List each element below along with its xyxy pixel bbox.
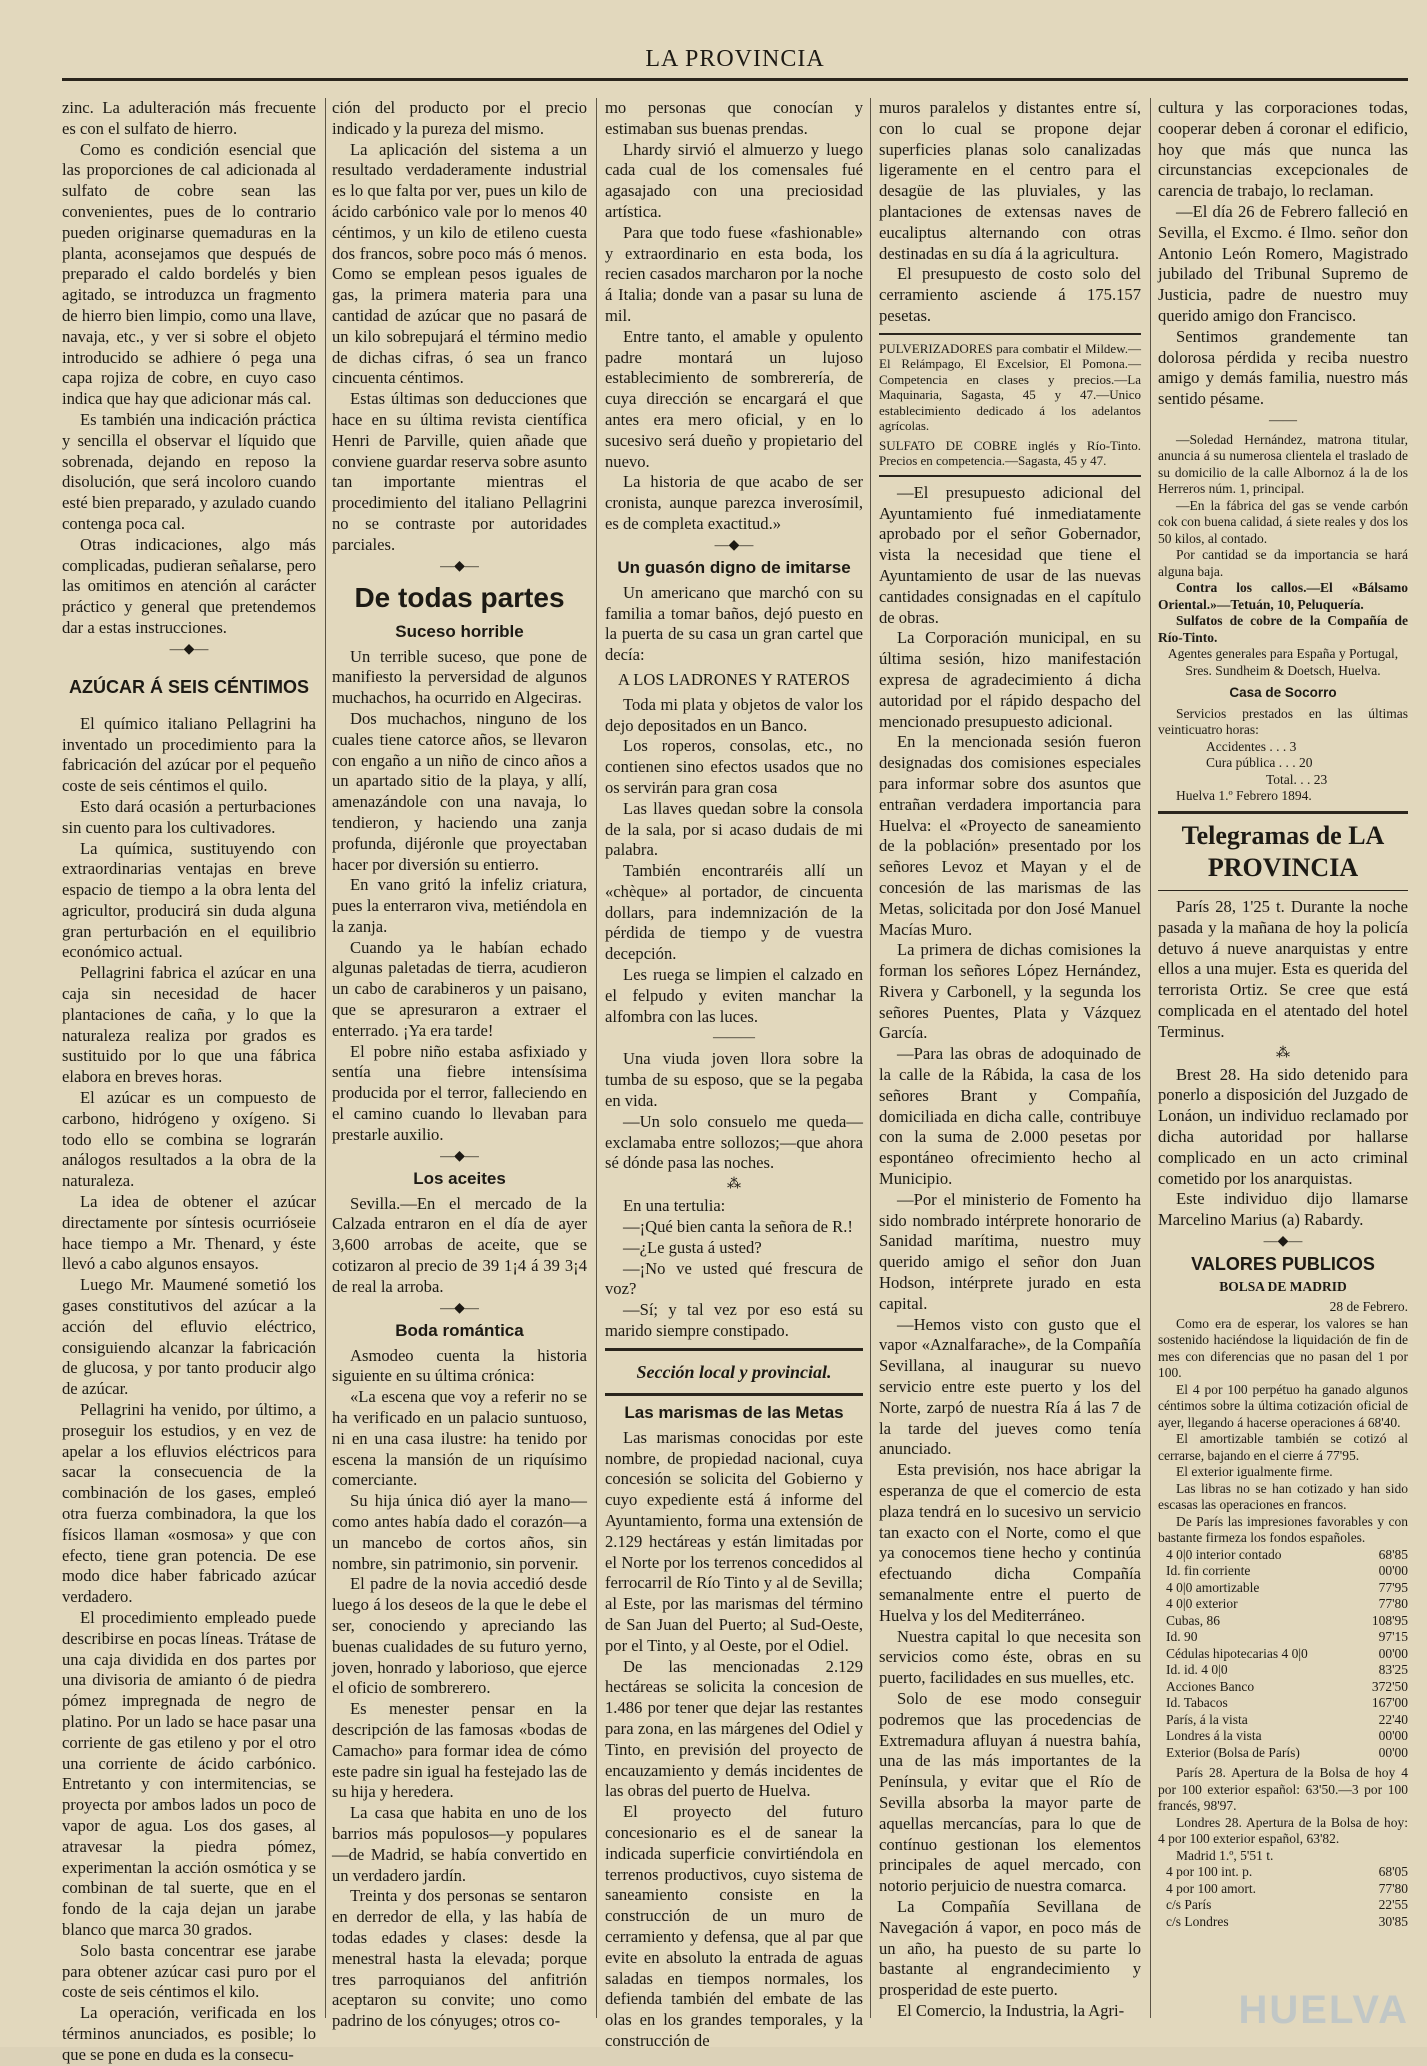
dateline: Huelva 1.º Febrero 1894. xyxy=(1176,788,1312,804)
stat-line: Cura pública . . . 20 xyxy=(1206,755,1313,771)
masthead xyxy=(62,40,1408,86)
quote-label: 4 0|0 amortizable xyxy=(1166,1579,1260,1595)
paragraph: Esto dará ocasión a perturbaciones sin cuento para los cultivadores. xyxy=(62,796,316,837)
paragraph: —Por el ministerio de Fomento ha sido nombrado intérprete honorario de Sanidad marítima, nuestro muy querido amigo el señor don Juan Hodson, intérprete jurado en esta capital. xyxy=(879,1189,1141,1313)
paragraph: muros paralelos y distantes entre sí, con lo cual se propone dejar superficies planas solo canalizadas ligeramente en el centro para el desagüe de las pluviales, y las plantaciones de extensas naves de eucaliptus alternando con otras destinadas en su día á la agricultura. xyxy=(879,98,1141,263)
paragraph: Brest 28. Ha sido detenido para ponerlo a disposición del Juzgado de Lonáon, un individuo reclamado por dicha autoridad por hallarse complicado en un acto criminal cometido por los anarquistas. xyxy=(1158,1064,1408,1188)
paragraph: Les ruega se limpien el calzado en el felpudo y eviten manchar la alfombra con las luces. xyxy=(605,965,863,1026)
section-rule xyxy=(879,475,1141,477)
paragraph: Londres 28. Apertura de la Bolsa de hoy: 4 por 100 exterior español, 63'82. xyxy=(1158,1814,1408,1847)
subheadline: BOLSA DE MADRID xyxy=(1219,1278,1347,1294)
paragraph: Asmodeo cuenta la historia siguiente en su última crónica: xyxy=(332,1345,587,1386)
article-headline: Suceso horrible xyxy=(395,621,524,641)
paragraph: —¡Qué bien canta la señora de R.! xyxy=(623,1217,853,1237)
column-rule xyxy=(325,98,326,2018)
paragraph: Esta previsión, nos hace abrigar la esperanza de que el comercio de esta plaza tendrá en lo sucesivo un servicio tan exacto con el Norte, como el que ya conocemos tiene hecho y continúa efectuando dicha Compañía semanalmente entre el puerto de Huelva y los del Mediterráneo. xyxy=(879,1460,1141,1625)
notice: —En la fábrica del gas se vende carbón cok con buena calidad, á siete reales y dos los 50 kilos, al contado. xyxy=(1158,497,1408,546)
paragraph: Un americano que marchó con su familia a tomar baños, dejó puesto en la puerta de su casa un gran cartel que decía: xyxy=(605,582,863,665)
quote-row xyxy=(1158,1563,1408,1580)
ornament-divider: —◆— xyxy=(714,537,754,553)
quote-label: 4 0|0 exterior xyxy=(1166,1596,1238,1612)
paragraph: Para que todo fuese «fashionable» y extraordinario en esta boda, los recien casados marcharon por la noche á Italia; donde van a pasar su luna de mil. xyxy=(605,222,863,325)
notice: —Soledad Hernández, matrona titular, anuncia á su numerosa clientela el traslado de su domicilio de la calle Albornoz á la de los Herreros núm. 1, principal. xyxy=(1158,431,1408,497)
column-rule xyxy=(596,98,597,2018)
quote-row xyxy=(1158,1596,1408,1613)
paragraph: Es también una indicación práctica y sencilla el observar el líquido que sobrenada, dejando en reposo la disolución, que será incoloro cuando esté bien preparado, y azulado cuando contenga poca cal. xyxy=(62,409,316,533)
paragraph: Estas últimas son deducciones que hace en su última revista científica Henri de Parville, quien añade que conviene guardar reserva sobre asunto tan importante mientras el procedimiento del italiano Pellagrini no se contraste por autoridades parciales. xyxy=(332,389,587,554)
quote-value: 97'15 xyxy=(1378,1629,1408,1645)
quote-label: Cédulas hipotecarias 4 0|0 xyxy=(1166,1645,1308,1661)
quote-label: c/s París xyxy=(1166,1897,1212,1913)
paragraph: Como era de esperar, los valores se han sostenido haciéndose la liquidación de fin de mes con diferencias que no pasan del 1 por 100. xyxy=(1158,1315,1408,1381)
quote-label: 4 por 100 int. p. xyxy=(1166,1864,1253,1880)
section-rule xyxy=(605,1393,863,1396)
paragraph: En una tertulia: xyxy=(623,1196,726,1216)
quote-value: 00'00 xyxy=(1378,1728,1408,1744)
newspaper-title: LA PROVINCIA xyxy=(645,46,825,72)
quote-label: 4 0|0 interior contado xyxy=(1166,1546,1282,1562)
paragraph: De las mencionadas 2.129 hectáreas se solicita la concesion de 1.486 por tener que dejar las restantes para zona, en las márgenes del Odiel y Tinto, en previsión del proyecto de encauzamiento y demás incidentes de las obras del puerto de Huelva. xyxy=(605,1656,863,1801)
paragraph: —¿Le gusta á usted? xyxy=(623,1237,762,1257)
archive-watermark-logo: HUELVA xyxy=(1238,1988,1409,2032)
quote-row xyxy=(1158,1613,1408,1630)
paragraph: —El presupuesto adicional del Ayuntamiento fué inmediatamente aprobado por el señor Gobernador, vista la necesidad que tiene el Ayuntamiento de usar de las nuevas cantidades consignadas en el capítulo de obras. xyxy=(879,482,1141,627)
notice: Servicios prestados en las últimas veinticuatro horas: xyxy=(1158,705,1408,738)
paragraph: El azúcar es un compuesto de carbono, hidrógeno y oxígeno. Si todo ello se combina se lograrán análogos resultados a la obra de la naturaleza. xyxy=(62,1088,316,1191)
sign-heading: A LOS LADRONES Y RATEROS xyxy=(617,669,851,689)
column-4 xyxy=(879,98,1141,2022)
quote-row xyxy=(1158,1580,1408,1597)
quote-value: 68'85 xyxy=(1378,1546,1408,1562)
paragraph: Solo de ese modo conseguir podremos que las procedencias de Extremadura afluyan á nuestra bahía, una de las más importantes de la Península, y evitar que el Río de Sevilla absorba la mayor parte de aquellas mercancías, para lo que de contínuo gestionan los elementos principales de aquel mercado, con notorio perjuicio de nuestra comarca. xyxy=(879,1688,1141,1896)
paragraph: El proyecto del futuro concesionario es el de sanear la indicada superficie convirtiéndola en terrenos productivos, cuyo sistema de saneamiento consiste en la construcción de un muro de cerramiento y defensa, que al par que evite en absoluto la entrada de aguas saladas en tiempos normales, los defienda también del embate de las olas en los grandes temporales, y la construcción de xyxy=(605,1802,863,2050)
ornament-divider: —◆— xyxy=(440,1300,479,1316)
paragraph: París 28, 1'25 t. Durante la noche pasada y la mañana de hoy la policía detuvo á nueve anarquistas y entre ellos a una mujer. Esta es querida del terrorista Ortiz. Se cree que está complicada en el atentado del hotel Terminus. xyxy=(1158,896,1408,1041)
quote-row xyxy=(1158,1897,1408,1914)
asterism: ⁂ xyxy=(727,1177,741,1193)
quote-row xyxy=(1158,1864,1408,1881)
notice: Sulfatos de cobre de la Compañía de Río-Tinto. xyxy=(1158,613,1408,645)
article-headline: Un guasón digno de imitarse xyxy=(617,557,851,577)
paragraph: Las llaves quedan sobre la consola de la sala, por si acaso dudais de mi palabra. xyxy=(605,798,863,860)
quote-label: Exterior (Bolsa de París) xyxy=(1166,1744,1300,1760)
quote-value: 372'50 xyxy=(1371,1678,1408,1694)
dateline: 28 de Febrero. xyxy=(1329,1299,1408,1315)
paragraph: Sevilla.—En el mercado de la Calzada entraron en el día de ayer 3,600 arrobas de aceite, que se cotizaron al precio de 39 1¡4 á 39 3¡4 de real la arroba. xyxy=(332,1193,587,1296)
paragraph: Treinta y dos personas se sentaron en derredor de ella, y las había de todas edades y clases: desde la menestral hasta la elevada; porque tres parroquianos del anfitrión aceptaron su convite; uno como padrino de los cónyuges; otros co- xyxy=(332,1886,587,2031)
quote-row xyxy=(1158,1629,1408,1646)
section-headline: Telegramas de LA PROVINCIA xyxy=(1181,820,1385,882)
paragraph: Dos muchachos, ninguno de los cuales tiene catorce años, se llevaron con engaño a un niño de cinco años a un apartado sitio de la playa, y allí, amenazándole con una navaja, lo tendieron, y haciendo una zanja profunda, dijéronle que proyectaban hacer por diversión su entierro. xyxy=(332,708,587,874)
quote-row xyxy=(1158,1547,1408,1564)
paragraph: Solo basta concentrar ese jarabe para obtener azúcar casi puro por el coste de seis céntimos el kilo. xyxy=(62,1940,316,2002)
paragraph: El amortizable también se cotizó al cerrarse, bajando en el cierre á 77'95. xyxy=(1158,1431,1408,1463)
quote-value: 77'95 xyxy=(1378,1579,1408,1595)
asterism: ⁂ xyxy=(1276,1045,1290,1061)
quote-row xyxy=(1158,1695,1408,1712)
quote-value: 77'80 xyxy=(1378,1596,1408,1612)
paragraph: El químico italiano Pellagrini ha inventado un procedimiento para la fabricación del azúcar por el pequeño coste de seis céntimos el quilo. xyxy=(62,713,316,796)
ornament-divider: —◆— xyxy=(1263,1233,1303,1249)
quote-value: 00'00 xyxy=(1378,1744,1408,1760)
paragraph: zinc. La adulteración más frecuente es con el sulfato de hierro. xyxy=(62,98,316,138)
stat-line: Accidentes . . . 3 xyxy=(1206,738,1297,754)
paragraph: La Corporación municipal, en su última sesión, hizo manifestación expresa de agradecimiento á dicha autoridad por el rápido despacho del mencionado presupuesto adicional. xyxy=(879,628,1141,731)
paragraph: De París las impresiones favorables y con bastante firmeza los fondos españoles. xyxy=(1158,1513,1408,1546)
quote-label: Acciones Banco xyxy=(1166,1678,1255,1694)
column-2 xyxy=(332,98,587,2032)
section-rule xyxy=(879,333,1141,335)
paragraph: Como es condición esencial que las proporciones de cal adicionada al sulfato de cobre sean las convenientes, pues de lo contrario pueden originarse quemaduras en la planta, aconsejamos que después de preparado el caldo bordelés y bien agitado, se introduzca un fragmento de hierro bien limpio, como una llave, navaja, etc., y ver si sobre el objeto introducido se adhiere ó pega una capa rojiza de cobre, en cuyo caso indica que hay que adicionar más cal. xyxy=(62,139,316,409)
paragraph: El pobre niño estaba asfixiado y sentía una fiebre intensísima producida por el terror, falleciendo en el camino cuando lo llevaban para prestarle auxilio. xyxy=(332,1041,587,1144)
paragraph: Entre tanto, el amable y opulento padre montará un lujoso establecimiento de sombrerería, de cuya dirección se encargará el que antes era mero oficial, y en lo sucesivo será dueño y propietario del nuevo. xyxy=(605,326,863,471)
paragraph: Otras indicaciones, algo más complicadas, pudieran señalarse, pero las omitimos en atención al carácter práctico y general que pretendemos dar a estas instrucciones. xyxy=(62,534,316,637)
paragraph: ción del producto por el precio indicado y la pureza del mismo. xyxy=(332,98,587,138)
paragraph: Pellagrini fabrica el azúcar en una caja sin necesidad de hacer plantaciones de caña, y lo que la naturaleza realiza por grados es sustituido por lo que una fábrica elabora en breves horas. xyxy=(62,963,316,1087)
paragraph: Una viuda joven llora sobre la tumba de su esposo, que se la pegaba en vida. xyxy=(605,1049,863,1111)
ornament-divider: —◆— xyxy=(169,641,209,657)
paragraph: mo personas que conocían y estimaban sus buenas prendas. xyxy=(605,98,863,138)
stock-quote-table xyxy=(1158,1547,1408,1762)
quote-label: París, á la vista xyxy=(1166,1711,1248,1727)
quote-row xyxy=(1158,1914,1408,1931)
quote-label: Id. Tabacos xyxy=(1166,1695,1228,1711)
column-rule xyxy=(870,98,871,2018)
paragraph: Pellagrini ha venido, por último, a proseguir los estudios, y en vez de apelar a los efluvios eléctricos para sacar la consecuencia de la combinación de los gases, empleó otra fuerza combinadora, la que los físicos llaman «osmosa» y que con efecto, tiene gran potencia. De ese modo dice haber fabricado azúcar verdadero. xyxy=(62,1400,316,1607)
paragraph: En la mencionada sesión fueron designadas dos comisiones especiales para informar sobre dos asuntos que entrañan verdadera importancia para Huelva: el «Proyecto de saneamiento de la población» presentado por los señores Levoz et Mayan y el de concesión de las marismas de las Metas, solicitada por don José Manuel Macías Muro. xyxy=(879,732,1141,939)
notice: Por cantidad se da importancia se hará alguna baja. xyxy=(1158,547,1408,579)
quote-label: Cubas, 86 xyxy=(1166,1612,1220,1628)
paragraph: Es menester pensar en la descripción de las famosas «bodas de Camacho» para formar idea de cómo este padre sin igual ha festejado las de su hija y heredera. xyxy=(332,1699,587,1802)
notice: Agentes generales para España y Portugal, Sres. Sundheim & Doetsch, Huelva. xyxy=(1167,646,1399,678)
stock-quote-table xyxy=(1158,1864,1408,1930)
paragraph: Las libras no se han cotizado y han sido escasas las operaciones en francos. xyxy=(1158,1480,1408,1513)
paragraph: El padre de la novia accedió desde luego á los deseos de la que le debe el ser, conociendo y apreciando las buenas cualidades de su futuro yerno, joven, honrado y laborioso, que ejerce el oficio de sombrerero. xyxy=(332,1574,587,1698)
paragraph: También encontraréis allí un «chèque» al portador, de cincuenta dollars, para indemnización de la pérdida de tiempo y de vuestra decepción. xyxy=(605,861,863,964)
article-headline: AZÚCAR Á SEIS CÉNTIMOS xyxy=(68,676,309,697)
quote-label: Id. fin corriente xyxy=(1166,1563,1251,1579)
paragraph: Lhardy sirvió el almuerzo y luego cada cual de los comensales fué agasajado con una preciosidad artística. xyxy=(605,139,863,221)
paragraph: París 28. Apertura de la Bolsa de hoy 4 por 100 exterior español: 63'50.—3 por 100 francés, 98'97. xyxy=(1158,1765,1408,1814)
section-rule xyxy=(1158,890,1408,891)
quote-label: c/s Londres xyxy=(1166,1913,1229,1929)
paragraph: —Un solo consuelo me queda—exclamaba entre sollozos;—que ahora sé dónde pasa las noches. xyxy=(605,1111,863,1173)
article-headline: Los aceites xyxy=(413,1168,506,1188)
quote-value: 00'00 xyxy=(1378,1645,1408,1661)
casa-socorro-heading: Casa de Socorro xyxy=(1229,685,1337,701)
dateline: Madrid 1.º, 5'51 t. xyxy=(1176,1847,1274,1863)
ornament-divider: ——— xyxy=(713,1030,755,1046)
paragraph: Toda mi plata y objetos de valor los dejo depositados en un Banco. xyxy=(605,694,863,735)
paragraph: El 4 por 100 perpétuo ha ganado algunos céntimos sobre la última cotización oficial de ayer, llegando á hacerse operaciones á 68'40. xyxy=(1158,1381,1408,1430)
quote-row xyxy=(1158,1712,1408,1729)
quote-value: 22'40 xyxy=(1378,1711,1408,1727)
section-headline: Sección local y provincial. xyxy=(636,1361,832,1382)
quote-label: Londres á la vista xyxy=(1166,1728,1262,1744)
paragraph: «La escena que voy a referir no se ha verificado en un palacio suntuoso, ni en una casa ilustre: ha tenido por escena la mansión de un riquísimo comerciante. xyxy=(332,1387,587,1490)
quote-value: 68'05 xyxy=(1378,1864,1408,1880)
quote-row xyxy=(1158,1728,1408,1745)
section-headline: De todas partes xyxy=(354,581,565,613)
quote-row xyxy=(1158,1745,1408,1762)
paragraph: Nuestra capital lo que necesita son servicios como éste, obras en su puerto, facilidades en sus muelles, etc. xyxy=(879,1626,1141,1688)
paragraph: Las marismas conocidas por este nombre, de propiedad nacional, cuya concesión se solicita del Gobierno y cuyo expediente está á informe del Ayuntamiento, forma una extensión de 2.129 hectáreas y están limitadas por el Norte por los terrenos concedidos al ferrocarril de Río Tinto y al de Sevilla; al Este, por las marismas del término de San Juan del Puerto; al Sud-Oeste, por el Tinto, y al Oeste, por el Odiel. xyxy=(605,1427,863,1655)
paragraph: —Para las obras de adoquinado de la calle de la Rábida, la casa de los señores Brant y Compañía, domiciliada en dicha calle, contribuye con la suma de 2.000 pesetas por espontáneo ofrecimiento hecho al Municipio. xyxy=(879,1044,1141,1189)
paragraph: Sentimos grandemente tan dolorosa pérdida y reciba nuestro amigo y demás familia, nuestro más sentido pésame. xyxy=(1158,326,1408,409)
paragraph: Su hija única dió ayer la mano—como antes había dado el corazón—a un mancebo de cortos años, sin nombre, sin patrimonio, sin porvenir. xyxy=(332,1491,587,1573)
paragraph: Luego Mr. Maumené sometió los gases constitutivos del azúcar a la acción del efluvio eléctrico, consiguiendo alcanzar la fabricación de glucosa, y por tanto producir algo de azúcar. xyxy=(62,1275,316,1399)
column-5 xyxy=(1158,98,1408,1930)
paragraph: —Sí; y tal vez por eso está su marido siempre constipado. xyxy=(605,1300,863,1341)
column-1 xyxy=(62,98,316,2066)
paragraph: La Compañía Sevillana de Navegación á vapor, en poco más de un año, ha puesto de su parte lo bastante al engrandecimiento y prosperidad de este puerto. xyxy=(879,1896,1141,2000)
quote-value: 22'55 xyxy=(1378,1897,1408,1913)
paragraph: Los roperos, consolas, etc., no contienen sino efectos usados que no os servirán para gran cosa xyxy=(605,736,863,797)
paragraph: La idea de obtener el azúcar directamente por síntesis ocurrióseie hace tiempo a Mr. Thenard, y éste llevó a cabo algunos ensayos. xyxy=(62,1192,316,1274)
quote-row xyxy=(1158,1662,1408,1679)
quote-value: 108'95 xyxy=(1371,1612,1408,1628)
column-3 xyxy=(605,98,863,2052)
quote-label: Id. 90 xyxy=(1166,1629,1198,1645)
ornament-divider: —◆— xyxy=(440,558,479,574)
section-rule xyxy=(1158,811,1408,814)
quote-row xyxy=(1158,1881,1408,1898)
paragraph: La química, sustituyendo con extraordinarias ventajas en breve espacio de tiempo a la obra lenta del agricultor, producirá sin duda alguna gran perturbación en el equilibrio económico actual. xyxy=(62,838,316,962)
ornament-divider: —◆— xyxy=(440,1148,479,1164)
paragraph: Un terrible suceso, que pone de manifiesto la perversidad de algunos muchachos, ha ocurrido en Algeciras. xyxy=(332,646,587,708)
paragraph: —¡No ve usted qué frescura de voz? xyxy=(605,1258,863,1299)
paragraph: Este individuo dijo llamarse Marcelino Marius (a) Rabardy. xyxy=(1158,1189,1408,1230)
paragraph: El procedimiento empleado puede describirse en pocas líneas. Trátase de una caja dividida en dos partes por una divisoria de amianto ó de piedra pómez impregnada de negro de platino. Por un lado se hace pasar una corriente de gas etileno y por el otro una corriente de ácido carbónico. Entretanto y con intermitencias, se proyecta por ambos lados un poco de vapor de agua. Los dos gases, al atravesar la piedra pómez, experimentan la acción osmótica y se combinan de tal suerte, que en el fondo de la caja dejan un jarabe blanco que marca 30 grados. xyxy=(62,1607,316,1939)
paragraph: El exterior igualmente firme. xyxy=(1176,1464,1333,1480)
advertisement: PULVERIZADORES para combatir el Mildew.—El Relámpago, El Excelsior, El Pomona.—Competencia en clases y precios.—La Maquinaria, Sagasta, 45 y 47.—Unico establecimiento dedicado á los adelantos agrícolas. xyxy=(879,340,1141,434)
paragraph: En vano gritó la infeliz criatura, pues la enterraron viva, metiéndola en la zanja. xyxy=(332,875,587,936)
paragraph: La aplicación del sistema a un resultado verdaderamente industrial es lo que falta por ver, pues un kilo de ácido carbónico vale por lo menos 40 céntimos, y un kilo de etileno cuesta dos francos, sobre poco más ó menos. Como se emplean pesos iguales de gas, la primera materia para una cantidad de azúcar que no pasará de un kilo sobrepujará el término medio de dichas cifras, ó sea un franco cincuenta céntimos. xyxy=(332,139,587,388)
article-headline: Boda romántica xyxy=(395,1320,524,1340)
paragraph: La casa que habita en uno de los barrios más populosos—y populares—de Madrid, se había convertido en un verdadero jardín. xyxy=(332,1803,587,1885)
quote-value: 00'00 xyxy=(1378,1563,1408,1579)
column-rule xyxy=(1150,98,1151,2018)
paragraph: El presupuesto de costo solo del cerramiento asciende á 175.157 pesetas. xyxy=(879,264,1141,325)
paragraph: Cuando ya le habían echado algunas paletadas de tierra, acudieron un cabo de carabineros y un paisano, que se apresuraron a extraer el enterrado. ¡Ya era tarde! xyxy=(332,937,587,1040)
quote-row xyxy=(1158,1646,1408,1663)
quote-label: Id. id. 4 0|0 xyxy=(1166,1662,1228,1678)
article-headline: Las marismas de las Metas xyxy=(624,1402,844,1422)
paragraph: —Hemos visto con gusto que el vapor «Aznalfarache», de la Compañía Sevillana, al inaugurar su nuevo servicio entre este puerto y los del Norte, zarpó de nuestra Ría á las 7 de la tarde del jueves como tenía anunciado. xyxy=(879,1314,1141,1459)
quote-value: 30'85 xyxy=(1378,1913,1408,1929)
masthead-rule xyxy=(62,78,1408,81)
paragraph: El Comercio, la Industria, la Agri- xyxy=(897,2000,1125,2020)
paragraph: La historia de que acabo de ser cronista, aunque parezca inverosímil, es de completa exactitud.» xyxy=(605,472,863,533)
quote-row xyxy=(1158,1679,1408,1696)
quote-value: 83'25 xyxy=(1378,1662,1408,1678)
stat-line: Total. . . 23 xyxy=(1266,771,1328,787)
paragraph: —El día 26 de Febrero falleció en Sevilla, el Excmo. é Ilmo. señor don Antonio León Romero, Magistrado jubilado del Tribunal Supremo de Justicia, padre de nuestro muy querido amigo don Francisco. xyxy=(1158,201,1408,325)
paragraph: La primera de dichas comisiones la forman los señores López Hernández, Rivera y Carbonell, y la segunda los señores Puentes, Plata y Vázquez García. xyxy=(879,940,1141,1043)
article-headline: VALORES PUBLICOS xyxy=(1191,1253,1375,1274)
quote-value: 77'80 xyxy=(1378,1880,1408,1896)
notice: Contra los callos.—El «Bálsamo Oriental.»—Tetuán, 10, Peluquería. xyxy=(1158,580,1408,612)
section-rule xyxy=(605,1348,863,1351)
quote-value: 167'00 xyxy=(1371,1695,1408,1711)
paragraph: La operación, verificada en los términos anunciados, es posible; lo que se pone en duda es la consecu- xyxy=(62,2003,316,2064)
quote-label: 4 por 100 amort. xyxy=(1166,1880,1256,1896)
paragraph: cultura y las corporaciones todas, cooperar deben á coronar el edificio, hoy que más que nunca las circunstancias excepcionales de carencia de trabajo, lo reclaman. xyxy=(1158,98,1408,201)
ornament-divider: —— xyxy=(1269,412,1297,428)
advertisement: SULFATO DE COBRE inglés y Río-Tinto. Precios en competencia.—Sagasta, 45 y 47. xyxy=(879,437,1141,469)
